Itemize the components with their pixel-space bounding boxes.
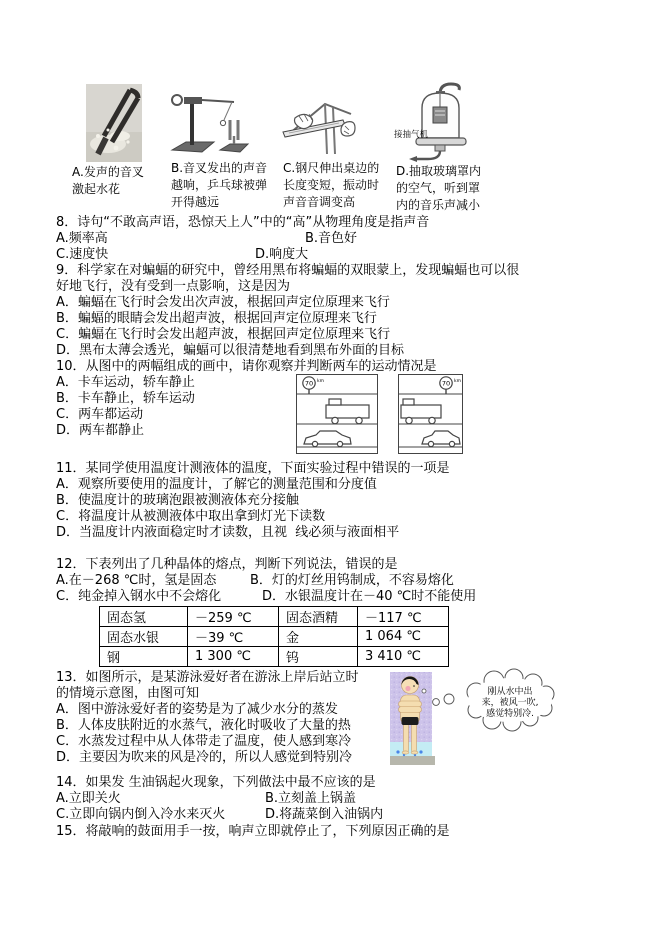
thought-bubble-line1: 刚从水中出 — [487, 687, 533, 697]
q9-option-c: C．蝙蝠在飞行时会发出超声波，根据回声定位原理来飞行 — [56, 327, 391, 342]
figure-a-caption-line1: A.发声的音叉 — [72, 165, 144, 179]
q9-stem-line1: 9．科学家在对蝙蝠的研究中，曾经用黑布将蝙蝠的双眼蒙上，发现蝙蝠也可以很 — [56, 263, 520, 278]
figure-c-caption-line1: C.钢尺伸出桌边的 — [283, 161, 380, 175]
figure-b-caption-line1: B.音叉发出的声音 — [171, 161, 268, 175]
figure-b-caption-line3: 开得越远 — [171, 195, 220, 209]
q8-option-d: D.响度大 — [255, 247, 309, 262]
table-cell: 钨 — [279, 647, 358, 667]
q10-option-a: A．卡车运动，轿车静止 — [56, 375, 195, 390]
table-row — [100, 627, 449, 647]
pingpong-tuning-fork-figure — [168, 92, 250, 160]
q9-option-a: A．蝙蝠在飞行时会发出次声波，根据回声定位原理来飞行 — [56, 295, 390, 310]
table-cell: 钢 — [100, 647, 188, 667]
table-cell: －259 ℃ — [188, 607, 279, 627]
q12-option-a: A.在－268 ℃时，氢是固态 — [56, 573, 217, 588]
q8-option-a: A.频率高 — [56, 231, 108, 246]
q15-stem: 15．将敲响的鼓面用手一按，响声立即就停止了，下列原因正确的是 — [56, 824, 450, 839]
q8-option-b: B.音色好 — [305, 231, 358, 246]
thought-bubble-line2: 来，被风一吹, — [481, 698, 539, 708]
q14-option-d: D.将蔬菜倒入油锅内 — [265, 807, 384, 822]
table-cell: 3 410 ℃ — [358, 647, 449, 667]
q13-option-c: C．水蒸发过程中从人体带走了温度，使人感到寒冷 — [56, 734, 352, 749]
q14-stem: 14．如果发 生油锅起火现象，下列做法中最不应该的是 — [56, 775, 376, 790]
q14-option-b: B.立刻盖上锅盖 — [265, 791, 357, 806]
table-cell: 固态水银 — [100, 627, 188, 647]
swimmer-figure — [388, 666, 578, 778]
table-cell: 金 — [279, 627, 358, 647]
q8-stem: 8．诗句“不敢高声语，恐惊天上人”中的“高”从物理角度是指声音 — [56, 215, 430, 230]
figure-d-caption-line3: 内的音乐声减小 — [396, 198, 481, 212]
table-cell: －117 ℃ — [358, 607, 449, 627]
speed-sign-value: 70 — [304, 379, 314, 388]
table-cell: 1 064 ℃ — [358, 627, 449, 647]
tuning-fork-water-photo — [86, 84, 142, 162]
q11-option-c: C．将温度计从被测液体中取出拿到灯光下读数 — [56, 509, 326, 524]
table-cell: 固态酒精 — [279, 607, 358, 627]
q9-option-b: B．蝙蝠的眼睛会发出超声波，根据回声定位原理来飞行 — [56, 311, 377, 326]
figure-a-caption-line2: 激起水花 — [72, 182, 121, 196]
table-cell: 固态氢 — [100, 607, 188, 627]
figure-d-caption-line2: 的空气，听到罩 — [396, 181, 481, 195]
q12-option-c: C．纯金掉入钢水中不会熔化 — [56, 589, 222, 604]
q14-option-a: A.立即关火 — [56, 791, 121, 806]
table-cell: －39 ℃ — [188, 627, 279, 647]
q14-option-c: C.立即向锅内倒入冷水来灭火 — [56, 807, 226, 822]
q12-option-d: D．水银温度计在－40 ℃时不能使用 — [262, 589, 477, 604]
q10-option-d: D．两车都静止 — [56, 423, 145, 438]
q13-stem-line1: 13．如图所示，是某游泳爱好者在游泳上岸后站立时 — [56, 670, 359, 685]
q12-stem: 12．下表列出了几种晶体的熔点，判断下列说法，错误的是 — [56, 557, 398, 572]
q9-stem-line2: 好地飞行，没有受到一点影响，这是因为 — [56, 279, 291, 294]
thought-bubble-line3: 感觉特别冷. — [486, 709, 534, 719]
figure-b-caption-line2: 越响，乒乓球被弹 — [171, 178, 268, 192]
q11-option-d: D．当温度计内液面稳定时才读数，且视 线必须与液面相平 — [56, 525, 400, 540]
table-row — [100, 607, 449, 627]
q13-option-b: B．人体皮肤附近的水蒸气，液化时吸收了大量的热 — [56, 718, 351, 733]
ruler-table-edge-figure — [281, 92, 357, 158]
pump-label: 接抽气机 — [394, 130, 429, 140]
q10-option-c: C．两车都运动 — [56, 407, 144, 422]
figure-d-caption-line1: D.抽取玻璃罩内 — [396, 164, 482, 178]
q11-option-b: B．使温度计的玻璃泡跟被测液体充分接触 — [56, 493, 299, 508]
speed-sign-unit: km — [454, 379, 461, 384]
q13-option-d: D．主要因为吹来的风是冷的，所以人感觉到特别冷 — [56, 750, 353, 765]
table-row — [100, 647, 449, 667]
speed-sign-unit: km — [317, 379, 324, 384]
figure-c-caption-line3: 声音音调变高 — [283, 195, 356, 209]
q8-option-c: C.速度快 — [56, 247, 109, 262]
melting-point-table — [99, 606, 449, 667]
q13-stem-line2: 的情境示意图，由图可知 — [56, 686, 200, 701]
q11-stem: 11．某同学使用温度计测液体的温度，下面实验过程中错误的一项是 — [56, 461, 450, 476]
q10-stem: 10．从图中的两幅组成的画中，请你观察并判断两车的运动情况是 — [56, 359, 437, 374]
q12-option-b: B．灯的灯丝用钨制成，不容易熔化 — [250, 573, 454, 588]
q13-option-a: A．图中游泳爱好者的姿势是为了减少水分的蒸发 — [56, 702, 338, 717]
q9-option-d: D．黑布太薄会透光，蝙蝠可以很清楚地看到黑布外面的目标 — [56, 343, 405, 358]
speed-sign-value: 70 — [441, 379, 451, 388]
q10-option-b: B．卡车静止，轿车运动 — [56, 391, 195, 406]
q10-figure-right-panel — [398, 374, 463, 454]
q11-option-a: A．观察所要使用的温度计，了解它的测量范围和分度值 — [56, 477, 377, 492]
bell-jar-figure — [393, 80, 475, 164]
table-cell: 1 300 ℃ — [188, 647, 279, 667]
q10-figure-left-panel — [296, 374, 378, 454]
figure-c-caption-line2: 长度变短，振动时 — [283, 178, 380, 192]
